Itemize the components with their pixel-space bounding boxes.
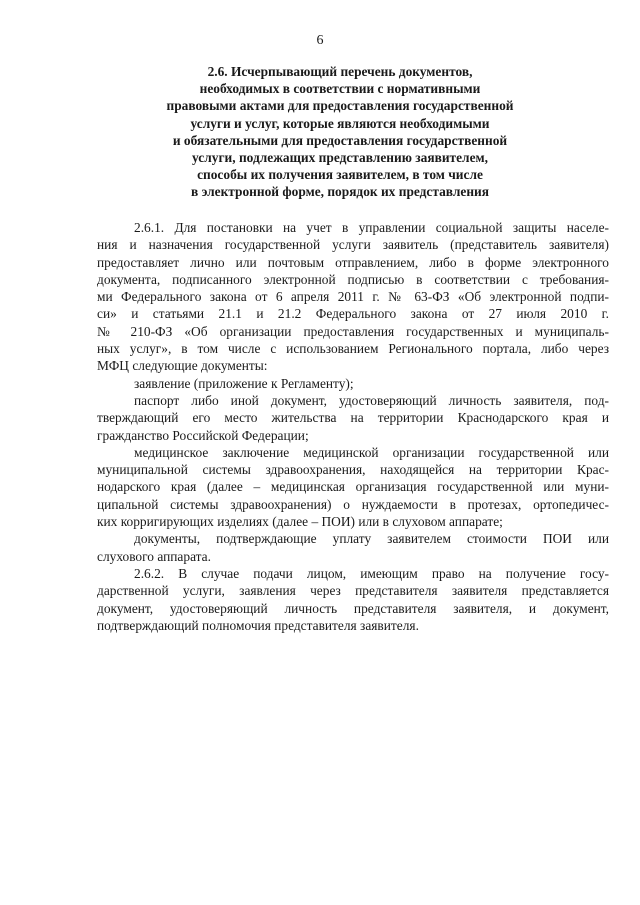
text-line: заявление (приложение к Регламенту); — [134, 375, 354, 391]
text-line: тверждающий его место жительства на территории Краснодарского края и — [97, 410, 609, 426]
text-line: ных услуг», в том числе с использованием Регионального портала, либо через — [97, 341, 609, 357]
text-line: ми Федерального закона от 6 апреля 2011 г. № 63-ФЗ «Об электронной подпи- — [97, 289, 609, 305]
text-line: гражданство Российской Федерации; — [97, 427, 309, 443]
text-line: 2.6.2. В случае подачи лицом, имеющим право на получение госу- — [134, 565, 609, 581]
heading-line: способы их получения заявителем, в том числе — [197, 167, 483, 183]
text-line: ких корригирующих изделиях (далее – ПОИ) или в слуховом аппарате; — [97, 514, 503, 530]
heading-line: услуги и услуг, которые являются необходимыми — [190, 115, 490, 131]
text-line: подтверждающий полномочия представителя заявителя. — [97, 617, 419, 633]
paragraph-2-6-1 — [97, 219, 609, 375]
text-line: медицинское заключение медицинской организации государственной или — [134, 444, 609, 460]
heading-line: и обязательными для предоставления государственной — [172, 132, 508, 148]
section-heading — [120, 63, 560, 201]
document-body — [97, 219, 609, 634]
text-line: дарственной услуги, заявления через представителя заявителя представляется — [97, 583, 609, 599]
list-item-medical-conclusion — [97, 444, 609, 530]
text-line: № 210-ФЗ «Об организации предоставления государственных и муниципаль- — [97, 323, 609, 339]
text-line: МФЦ следующие документы: — [97, 358, 268, 374]
list-item-application — [97, 375, 609, 392]
text-line: муниципальной системы здравоохранения, находящейся на территории Крас- — [97, 462, 609, 478]
text-line: паспорт либо иной документ, удостоверяющий личность заявителя, под- — [134, 392, 609, 408]
heading-line: в электронной форме, порядок их представления — [191, 184, 489, 200]
text-line: предоставляет лично или почтовым отправлением, либо в форме электронного — [97, 254, 609, 270]
text-line: документы, подтверждающие уплату заявителем стоимости ПОИ или — [134, 531, 609, 547]
heading-line: услуги, подлежащих представлению заявителем, — [192, 150, 488, 166]
list-item-passport — [97, 392, 609, 444]
text-line: документ, удостоверяющий личность представителя заявителя, и документ, — [97, 600, 609, 616]
text-line: слухового аппарата. — [97, 548, 211, 564]
page-number: 6 — [316, 33, 324, 48]
paragraph-2-6-2 — [97, 565, 609, 634]
heading-line: 2.6. Исчерпывающий перечень документов, — [207, 64, 473, 79]
heading-line: необходимых в соответствии с нормативными — [199, 81, 481, 97]
text-line: 2.6.1. Для постановки на учет в управлении социальной защиты населе- — [134, 220, 609, 235]
text-line: документа, подписанного электронной подписью в соответствии с требования- — [97, 271, 609, 287]
text-line: ципальной системы здравоохранения) о нуждаемости в протезах, ортопедичес- — [97, 496, 609, 512]
text-line: нодарского края (далее – медицинская организация государственной или муни- — [97, 479, 609, 495]
heading-line: правовыми актами для предоставления государственной — [166, 98, 514, 114]
list-item-payment-documents — [97, 530, 609, 565]
text-line: си» и статьями 21.1 и 21.2 Федерального закона от 27 июля 2010 г. — [97, 306, 609, 322]
text-line: ния и назначения государственной услуги заявитель (представитель заявителя) — [97, 237, 609, 253]
